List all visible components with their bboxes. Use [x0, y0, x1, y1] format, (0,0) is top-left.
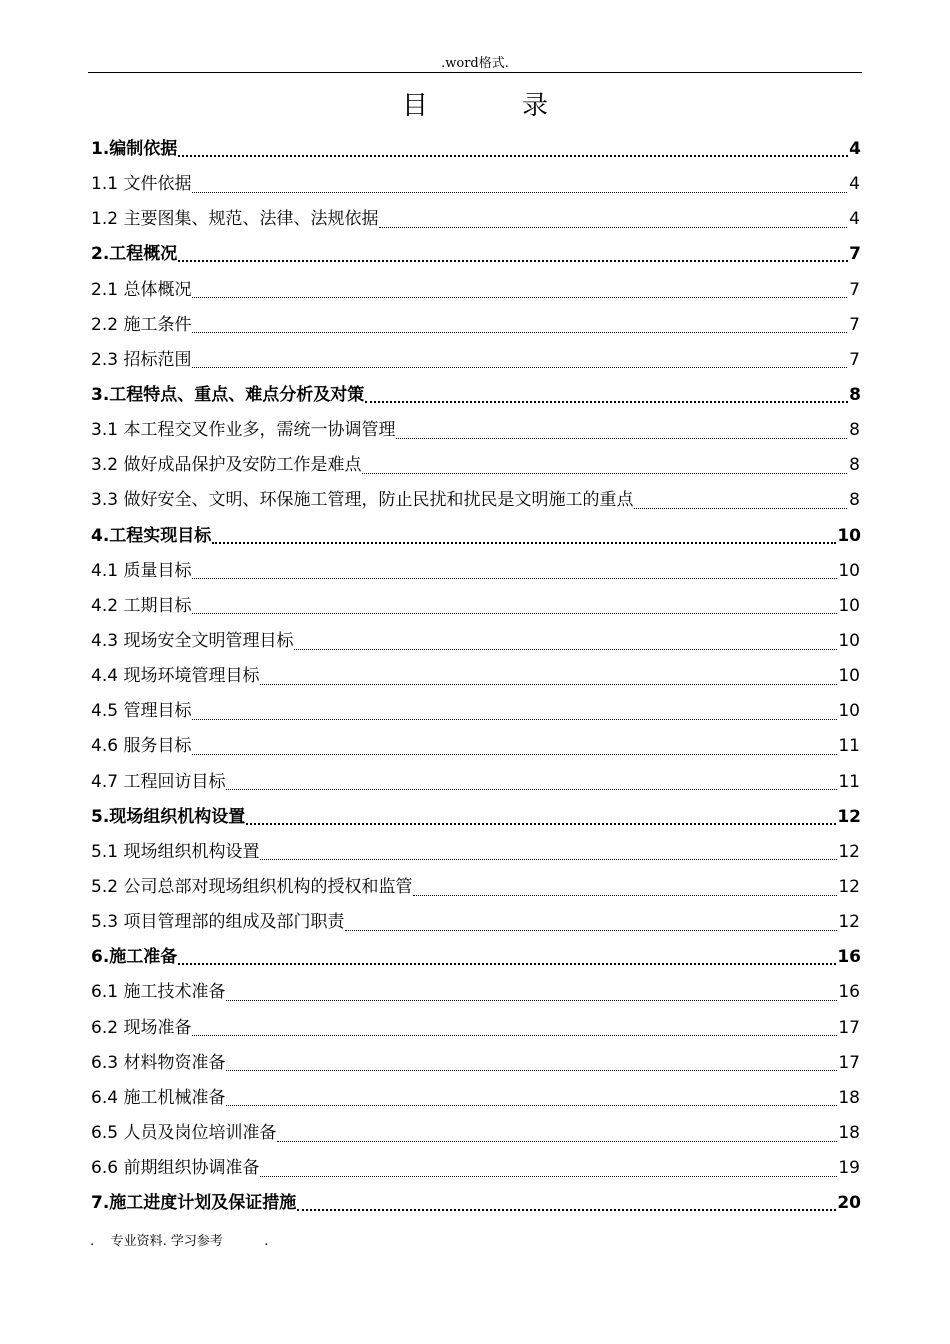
toc-entry-page-number: 11: [838, 771, 860, 792]
toc-entry-page-number: 12: [838, 912, 860, 933]
toc-entry-page-number: 8: [849, 420, 860, 441]
toc-entry-label: 1.1 文件依据: [91, 174, 192, 195]
toc-entry-label: 2.1 总体概况: [91, 279, 192, 300]
toc-entry[interactable]: [91, 413, 861, 448]
toc-dot-leader: [634, 507, 847, 509]
toc-entry-label: 4.3 现场安全文明管理目标: [91, 630, 294, 651]
toc-entry-label: 4.4 现场环境管理目标: [91, 666, 260, 687]
toc-entry[interactable]: [91, 870, 861, 905]
toc-entry-page-number: 12: [838, 876, 860, 897]
table-of-contents: [91, 132, 861, 1221]
toc-dot-leader: [192, 296, 847, 298]
toc-dot-leader: [246, 822, 836, 825]
toc-dot-leader: [362, 472, 847, 474]
toc-entry-page-number: 18: [838, 1087, 860, 1108]
toc-title: 目 录: [401, 91, 582, 121]
toc-dot-leader: [212, 541, 836, 544]
toc-entry[interactable]: [91, 1011, 861, 1046]
toc-entry-page-number: 10: [838, 560, 860, 581]
toc-dot-leader: [178, 154, 848, 157]
toc-entry[interactable]: [91, 519, 861, 554]
toc-entry-page-number: 4: [849, 209, 860, 230]
toc-entry-page-number: 18: [838, 1122, 860, 1143]
toc-entry[interactable]: [91, 624, 861, 659]
toc-entry[interactable]: [91, 765, 861, 800]
toc-entry[interactable]: [91, 905, 861, 940]
toc-entry-page-number: 19: [838, 1158, 860, 1179]
toc-entry-label: 5.1 现场组织机构设置: [91, 841, 260, 862]
toc-entry-label: 6.2 现场准备: [91, 1017, 192, 1038]
toc-dot-leader: [260, 1175, 837, 1177]
toc-entry-page-number: 10: [838, 630, 860, 651]
toc-entry[interactable]: [91, 835, 861, 870]
toc-entry-label: 6.5 人员及岗位培训准备: [91, 1122, 277, 1143]
toc-entry-page-number: 10: [837, 525, 861, 546]
toc-entry[interactable]: [91, 1116, 861, 1151]
toc-dot-leader: [226, 788, 837, 790]
toc-entry-page-number: 11: [838, 736, 860, 757]
toc-dot-leader: [226, 999, 837, 1001]
toc-entry-page-number: 10: [838, 701, 860, 722]
toc-entry-label: 3.3 做好安全、文明、环保施工管理，防止民扰和扰民是文明施工的重点: [91, 490, 634, 511]
toc-entry-label: 5.2 公司总部对现场组织机构的授权和监管: [91, 876, 413, 897]
toc-entry[interactable]: [91, 132, 861, 167]
toc-dot-leader: [277, 1140, 837, 1142]
toc-entry-page-number: 16: [838, 982, 860, 1003]
toc-entry-label: 2.工程概况: [91, 244, 178, 265]
toc-dot-leader: [192, 753, 837, 755]
toc-entry-label: 6.施工准备: [91, 947, 178, 968]
toc-entry-label: 6.1 施工技术准备: [91, 982, 226, 1003]
toc-dot-leader: [345, 929, 837, 931]
toc-entry[interactable]: [91, 729, 861, 764]
toc-dot-leader: [192, 191, 847, 193]
toc-dot-leader: [260, 858, 837, 860]
toc-entry[interactable]: [91, 202, 861, 237]
toc-entry[interactable]: [91, 1186, 861, 1221]
toc-entry[interactable]: [91, 1081, 861, 1116]
toc-entry-page-number: 7: [849, 314, 860, 335]
toc-entry-label: 4.7 工程回访目标: [91, 771, 226, 792]
toc-entry-label: 4.工程实现目标: [91, 525, 212, 546]
toc-entry[interactable]: [91, 237, 861, 272]
toc-dot-leader: [379, 226, 847, 228]
toc-entry[interactable]: [91, 800, 861, 835]
toc-entry-label: 5.现场组织机构设置: [91, 806, 246, 827]
toc-entry-label: 3.1 本工程交叉作业多，需统一协调管理: [91, 420, 396, 441]
toc-entry-label: 6.6 前期组织协调准备: [91, 1158, 260, 1179]
toc-entry[interactable]: [91, 308, 861, 343]
toc-entry-label: 1.2 主要图集、规范、法律、法规依据: [91, 209, 379, 230]
toc-entry-label: 6.3 材料物资准备: [91, 1052, 226, 1073]
toc-entry-page-number: 12: [838, 841, 860, 862]
toc-entry[interactable]: [91, 167, 861, 202]
toc-entry-label: 6.4 施工机械准备: [91, 1087, 226, 1108]
toc-entry[interactable]: [91, 378, 861, 413]
toc-entry-page-number: 4: [849, 174, 860, 195]
toc-entry[interactable]: [91, 483, 861, 518]
toc-entry-page-number: 4: [849, 139, 861, 159]
toc-entry-label: 2.3 招标范围: [91, 349, 192, 370]
toc-dot-leader: [192, 577, 837, 579]
toc-entry-label: 1.编制依据: [91, 139, 178, 159]
toc-dot-leader: [365, 400, 848, 403]
toc-entry[interactable]: [91, 589, 861, 624]
toc-entry-page-number: 10: [838, 666, 860, 687]
toc-entry[interactable]: [91, 343, 861, 378]
toc-entry-page-number: 7: [849, 279, 860, 300]
toc-entry-page-number: 8: [849, 384, 861, 405]
toc-entry-label: 4.6 服务目标: [91, 736, 192, 757]
toc-entry-page-number: 8: [849, 490, 860, 511]
toc-entry-page-number: 20: [837, 1193, 861, 1214]
toc-entry[interactable]: [91, 1151, 861, 1186]
toc-entry-label: 3.工程特点、重点、难点分析及对策: [91, 384, 365, 405]
page-header: [88, 56, 862, 73]
toc-dot-leader: [226, 1104, 837, 1106]
toc-dot-leader: [192, 718, 837, 720]
toc-dot-leader: [192, 612, 837, 614]
toc-entry[interactable]: [91, 554, 861, 589]
toc-dot-leader: [226, 1069, 837, 1071]
toc-entry[interactable]: [91, 448, 861, 483]
toc-entry[interactable]: [91, 659, 861, 694]
header-text: .word格式.: [441, 56, 509, 71]
toc-entry-page-number: 7: [849, 349, 860, 370]
toc-entry-page-number: 17: [838, 1052, 860, 1073]
toc-dot-leader: [192, 366, 847, 368]
toc-entry-label: 7.施工进度计划及保证措施: [91, 1193, 297, 1214]
toc-entry-page-number: 7: [849, 244, 861, 265]
toc-entry-page-number: 10: [838, 595, 860, 616]
toc-entry[interactable]: [91, 273, 861, 308]
toc-entry-label: 4.2 工期目标: [91, 595, 192, 616]
toc-entry-page-number: 17: [838, 1017, 860, 1038]
toc-entry-page-number: 12: [837, 806, 861, 827]
toc-dot-leader: [396, 437, 847, 439]
toc-entry-label: 2.2 施工条件: [91, 314, 192, 335]
toc-entry-page-number: 16: [837, 947, 861, 968]
toc-entry-label: 4.5 管理目标: [91, 701, 192, 722]
toc-entry[interactable]: [91, 694, 861, 729]
toc-entry-label: 3.2 做好成品保护及安防工作是难点: [91, 455, 362, 476]
toc-dot-leader: [192, 1034, 837, 1036]
toc-entry-label: 5.3 项目管理部的组成及部门职责: [91, 912, 345, 933]
toc-dot-leader: [294, 648, 837, 650]
toc-dot-leader: [192, 331, 847, 333]
toc-dot-leader: [178, 962, 836, 965]
toc-entry[interactable]: [91, 940, 861, 975]
toc-entry[interactable]: [91, 975, 861, 1010]
toc-dot-leader: [260, 683, 837, 685]
page-footer: . 专业资料. 学习参考 .: [90, 1234, 269, 1249]
toc-dot-leader: [413, 894, 837, 896]
toc-entry[interactable]: [91, 1046, 861, 1081]
toc-entry-page-number: 8: [849, 455, 860, 476]
toc-dot-leader: [297, 1208, 836, 1211]
toc-dot-leader: [178, 259, 848, 262]
toc-entry-label: 4.1 质量目标: [91, 560, 192, 581]
